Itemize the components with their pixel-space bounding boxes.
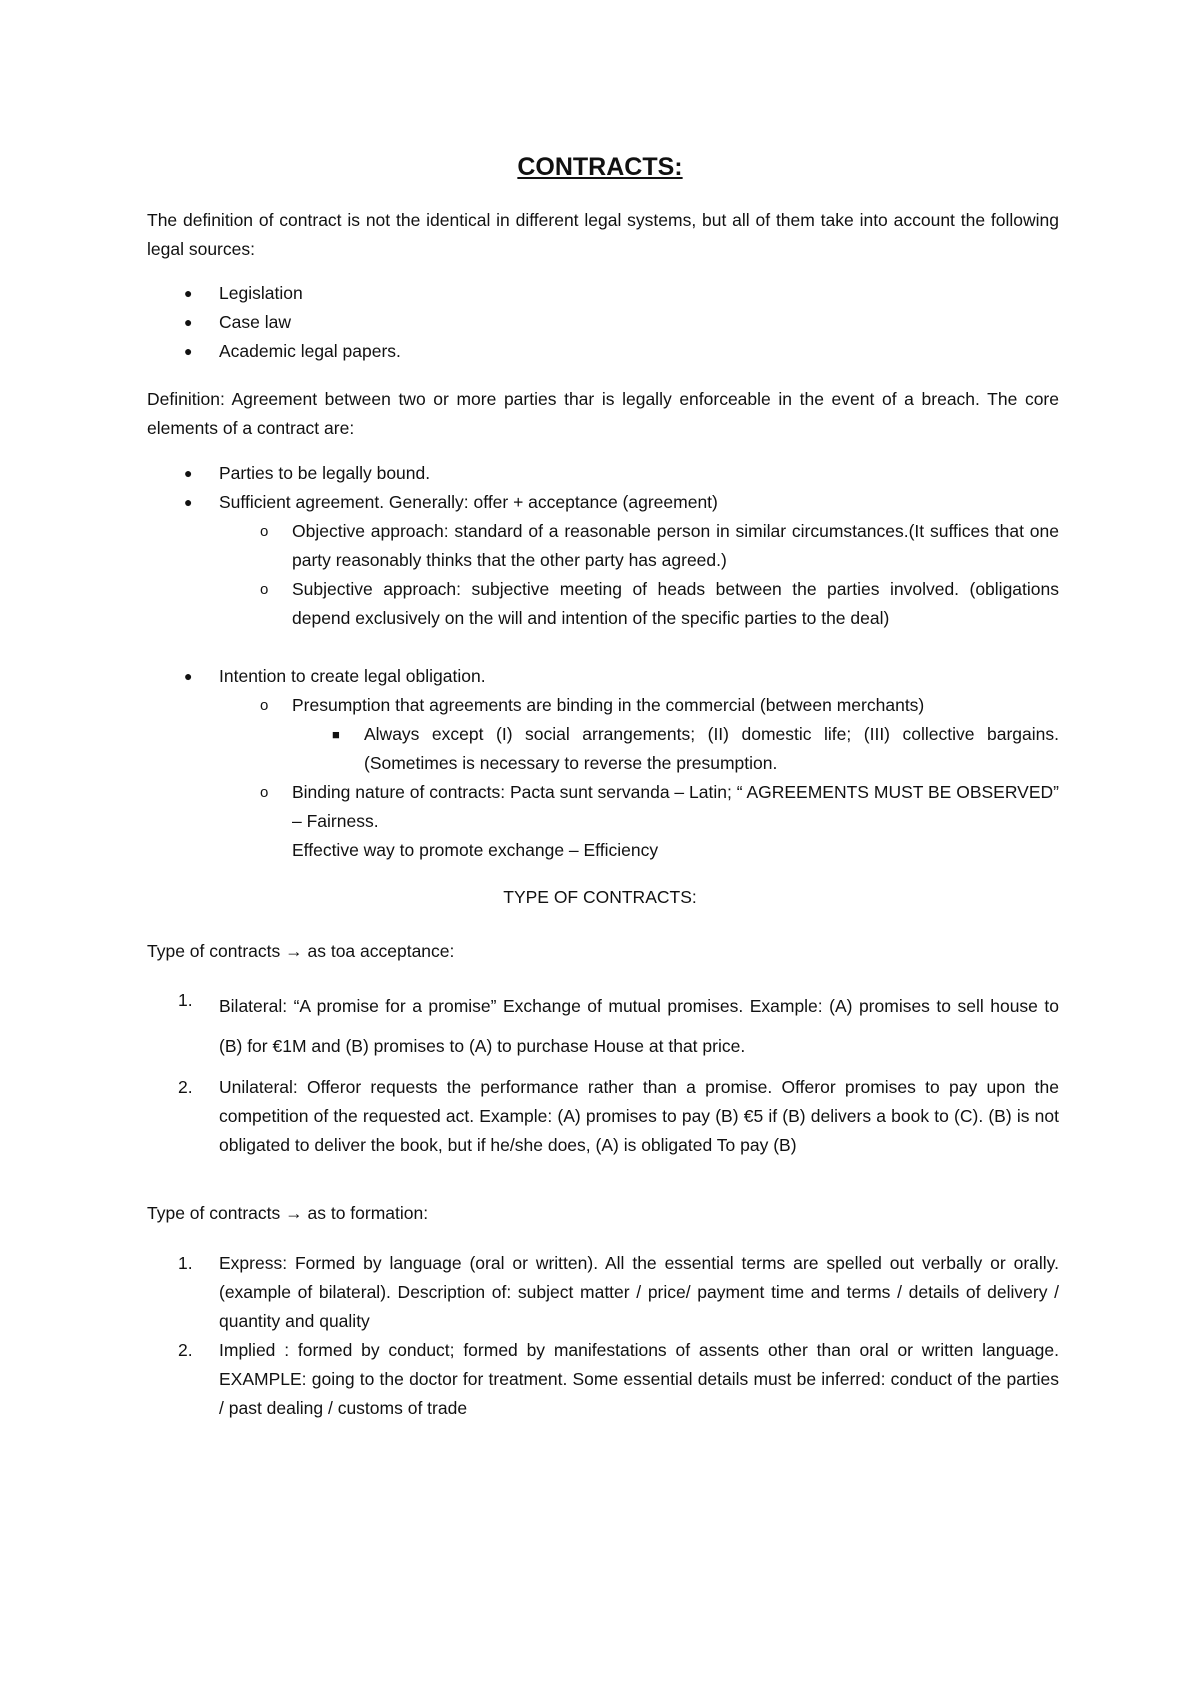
- sub-sub-list-item: Always except (I) social arrangements; (II) domestic life; (III) collective bargains. (Sometimes is necessary to reverse the presumption.: [364, 724, 1059, 773]
- intro-paragraph: The definition of contract is not the identical in different legal systems, but all of them take into account the following legal sources:: [147, 210, 1059, 259]
- bullet-icon: ●: [184, 465, 193, 481]
- list-item: Parties to be legally bound.: [219, 463, 431, 483]
- bullet-icon: ●: [184, 314, 193, 330]
- types-heading: TYPE OF CONTRACTS:: [503, 887, 697, 907]
- circle-bullet-icon: o: [260, 523, 269, 540]
- numbered-list-item: Express: Formed by language (oral or written). All the essential terms are spelled out verbally or orally. (example of bilateral). Description of: subject matter / price/ payment time and terms / details of delivery / quantity and quality: [219, 1253, 1059, 1331]
- bullet-icon: ●: [184, 494, 193, 510]
- circle-bullet-icon: o: [260, 784, 269, 801]
- bullet-icon: ●: [184, 343, 193, 359]
- sub-list-item: Subjective approach: subjective meeting of heads between the parties involved. (obligations depend exclusively on the will and intention of the specific parties to the deal): [292, 579, 1059, 628]
- numbered-list-item: Unilateral: Offeror requests the performance rather than a promise. Offeror promises to pay upon the competition of the requested act. Example: (A) promises to pay (B) €5 if (B) delivers a book to (C). (B) is not obligated to deliver the book, but if he/she does, (A) is obligated To pay (B): [219, 1077, 1059, 1155]
- list-item: Case law: [219, 312, 291, 332]
- bullet-icon: ●: [184, 668, 193, 684]
- sub-list-item-continuation: Effective way to promote exchange – Efficiency: [292, 840, 659, 860]
- page-title: CONTRACTS:: [517, 153, 683, 181]
- list-number: 1.: [178, 1253, 193, 1273]
- sub-list-item: Presumption that agreements are binding in the commercial (between merchants): [292, 695, 925, 715]
- circle-bullet-icon: o: [260, 697, 269, 714]
- definition-paragraph: Definition: Agreement between two or more parties thar is legally enforceable in the event of a breach. The core elements of a contract are:: [147, 389, 1059, 438]
- list-number: 2.: [178, 1340, 193, 1360]
- list-item: Legislation: [219, 283, 303, 303]
- bullet-icon: ●: [184, 285, 193, 301]
- list-number: 1.: [178, 990, 193, 1010]
- sub-list-item: Binding nature of contracts: Pacta sunt servanda – Latin; “ AGREEMENTS MUST BE OBSERVED” – Fairness.: [292, 782, 1059, 831]
- numbered-list-item: Implied : formed by conduct; formed by manifestations of assents other than oral or written language. EXAMPLE: going to the doctor for treatment. Some essential details must be inferred: conduct of the parties / past dealing / customs of trade: [219, 1340, 1059, 1418]
- numbered-list-item: Bilateral: “A promise for a promise” Exchange of mutual promises. Example: (A) promises to sell house to (B) for €1M and (B) promises to (A) to purchase House at that price.: [219, 996, 1059, 1056]
- section-heading: Type of contracts → as to formation:: [147, 1203, 429, 1223]
- list-number: 2.: [178, 1077, 193, 1097]
- section-heading: Type of contracts → as toa acceptance:: [147, 941, 455, 961]
- sub-list-item: Objective approach: standard of a reasonable person in similar circumstances.(It suffices that one party reasonably thinks that the other party has agreed.): [292, 521, 1059, 570]
- list-item: Sufficient agreement. Generally: offer + acceptance (agreement): [219, 492, 718, 512]
- list-item: Intention to create legal obligation.: [219, 666, 486, 686]
- square-bullet-icon: ■: [332, 727, 340, 742]
- circle-bullet-icon: o: [260, 581, 269, 598]
- list-item: Academic legal papers.: [219, 341, 401, 361]
